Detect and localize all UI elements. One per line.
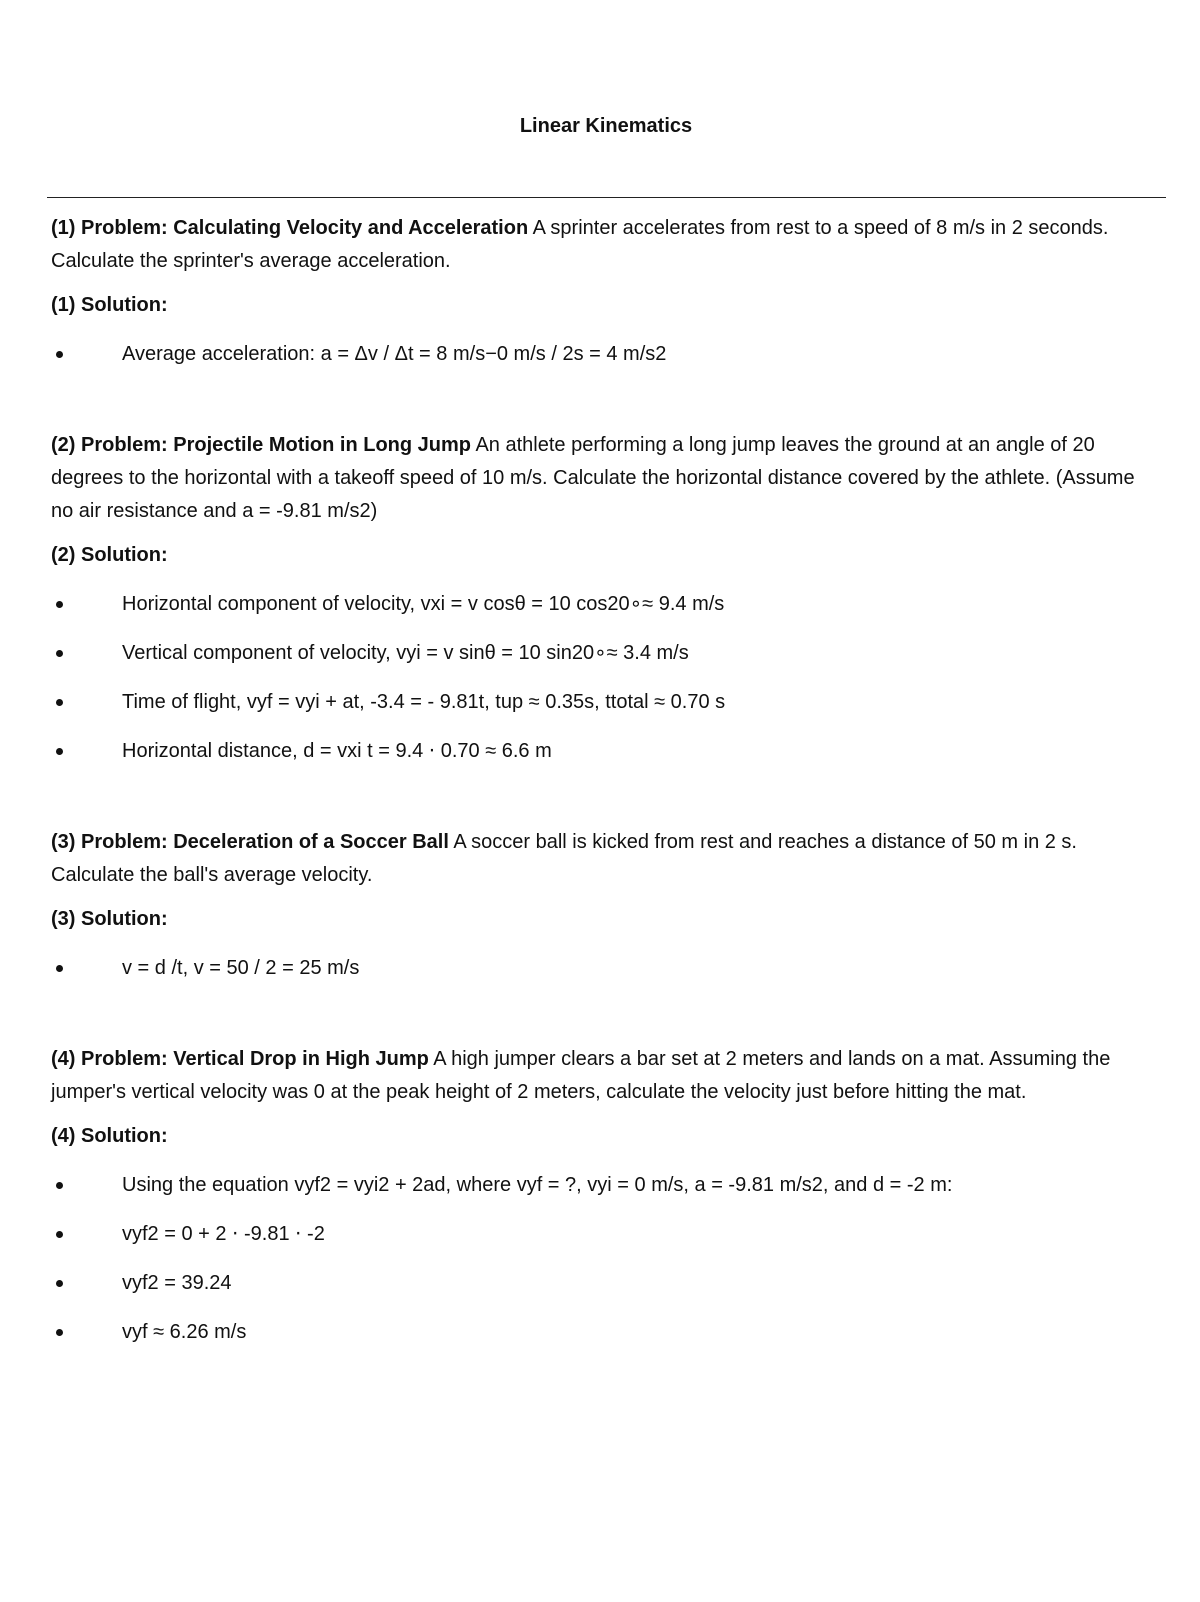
solution-steps <box>51 591 1161 764</box>
step-text: Horizontal component of velocity, vxi = v cosθ = 10 cos20∘≈ 9.4 m/s <box>122 593 725 615</box>
step-text: Vertical component of velocity, vyi = v sinθ = 10 sin20∘≈ 3.4 m/s <box>122 642 689 664</box>
problem-text: A high jumper clears a bar set at 2 meters and lands on a mat. Assuming the jumper's vertical velocity was 0 at the peak height of 2 meters, calculate the velocity just before hitting the mat. <box>51 1048 1111 1103</box>
solution-heading: (1) Solution: <box>51 294 168 316</box>
problem-heading: (4) Problem: Vertical Drop in High Jump <box>51 1048 429 1070</box>
step-text: Horizontal distance, d = vxi t = 9.4 ⋅ 0.70 ≈ 6.6 m <box>122 740 552 762</box>
problem-text: A soccer ball is kicked from rest and reaches a distance of 50 m in 2 s. Calculate the ball's average velocity. <box>51 831 1077 886</box>
problem-statement <box>51 429 1161 528</box>
problem-heading: (3) Problem: Deceleration of a Soccer Ball <box>51 831 449 853</box>
solution-step <box>51 591 1161 617</box>
solution-heading: (3) Solution: <box>51 908 168 930</box>
bullet-icon <box>56 601 63 608</box>
solution-heading: (4) Solution: <box>51 1125 168 1147</box>
problem-heading: (2) Problem: Projectile Motion in Long Jump <box>51 434 472 456</box>
solution-steps <box>51 955 1161 981</box>
step-text: Time of flight, vyf = vyi + at, -3.4 = - 9.81t, tup ≈ 0.35s, ttotal ≈ 0.70 s <box>122 691 726 713</box>
step-text: Using the equation vyf2 = vyi2 + 2ad, where vyf = ?, vyi = 0 m/s, a = -9.81 m/s2, and d = -2 m: <box>122 1174 953 1196</box>
solution-step <box>51 955 1161 981</box>
problem-section-1 <box>51 212 1161 367</box>
solution-step <box>51 341 1161 367</box>
solution-step <box>51 640 1161 666</box>
solution-step <box>51 1172 1161 1198</box>
step-text: Average acceleration: a = Δv / Δt = 8 m/s−0 m/s / 2s = 4 m/s2 <box>122 343 667 365</box>
step-text: v = d /t, v = 50 / 2 = 25 m/s <box>122 957 360 979</box>
solution-step <box>51 738 1161 764</box>
page-title: Linear Kinematics <box>519 115 693 137</box>
problem-statement <box>51 212 1161 278</box>
problem-text: An athlete performing a long jump leaves the ground at an angle of 20 degrees to the horizontal with a takeoff speed of 10 m/s. Calculate the horizontal distance covered by the athlete. (Assume no air resistance and a = -9.81 m/s2) <box>51 434 1135 522</box>
title-divider <box>47 197 1166 198</box>
bullet-icon <box>56 965 63 972</box>
problem-text: A sprinter accelerates from rest to a speed of 8 m/s in 2 seconds. Calculate the sprinter's average acceleration. <box>51 217 1109 272</box>
bullet-icon <box>56 650 63 657</box>
problem-section-2 <box>51 429 1161 764</box>
bullet-icon <box>56 1182 63 1189</box>
step-text: vyf ≈ 6.26 m/s <box>122 1321 247 1343</box>
solution-step <box>51 1270 1161 1296</box>
document-body <box>51 212 1161 1345</box>
step-text: vyf2 = 39.24 <box>122 1272 232 1294</box>
step-text: vyf2 = 0 + 2 ⋅ -9.81 ⋅ -2 <box>122 1223 325 1245</box>
problem-heading: (1) Problem: Calculating Velocity and Acceleration <box>51 217 529 239</box>
solution-step <box>51 1319 1161 1345</box>
solution-step <box>51 1221 1161 1247</box>
problem-statement <box>51 1043 1161 1109</box>
bullet-icon <box>56 1329 63 1336</box>
problem-section-3 <box>51 826 1161 981</box>
problem-section-4 <box>51 1043 1161 1345</box>
solution-steps <box>51 1172 1161 1345</box>
bullet-icon <box>56 1231 63 1238</box>
solution-steps <box>51 341 1161 367</box>
solution-heading: (2) Solution: <box>51 544 168 566</box>
bullet-icon <box>56 1280 63 1287</box>
bullet-icon <box>56 748 63 755</box>
bullet-icon <box>56 351 63 358</box>
bullet-icon <box>56 699 63 706</box>
problem-statement <box>51 826 1161 892</box>
solution-step <box>51 689 1161 715</box>
